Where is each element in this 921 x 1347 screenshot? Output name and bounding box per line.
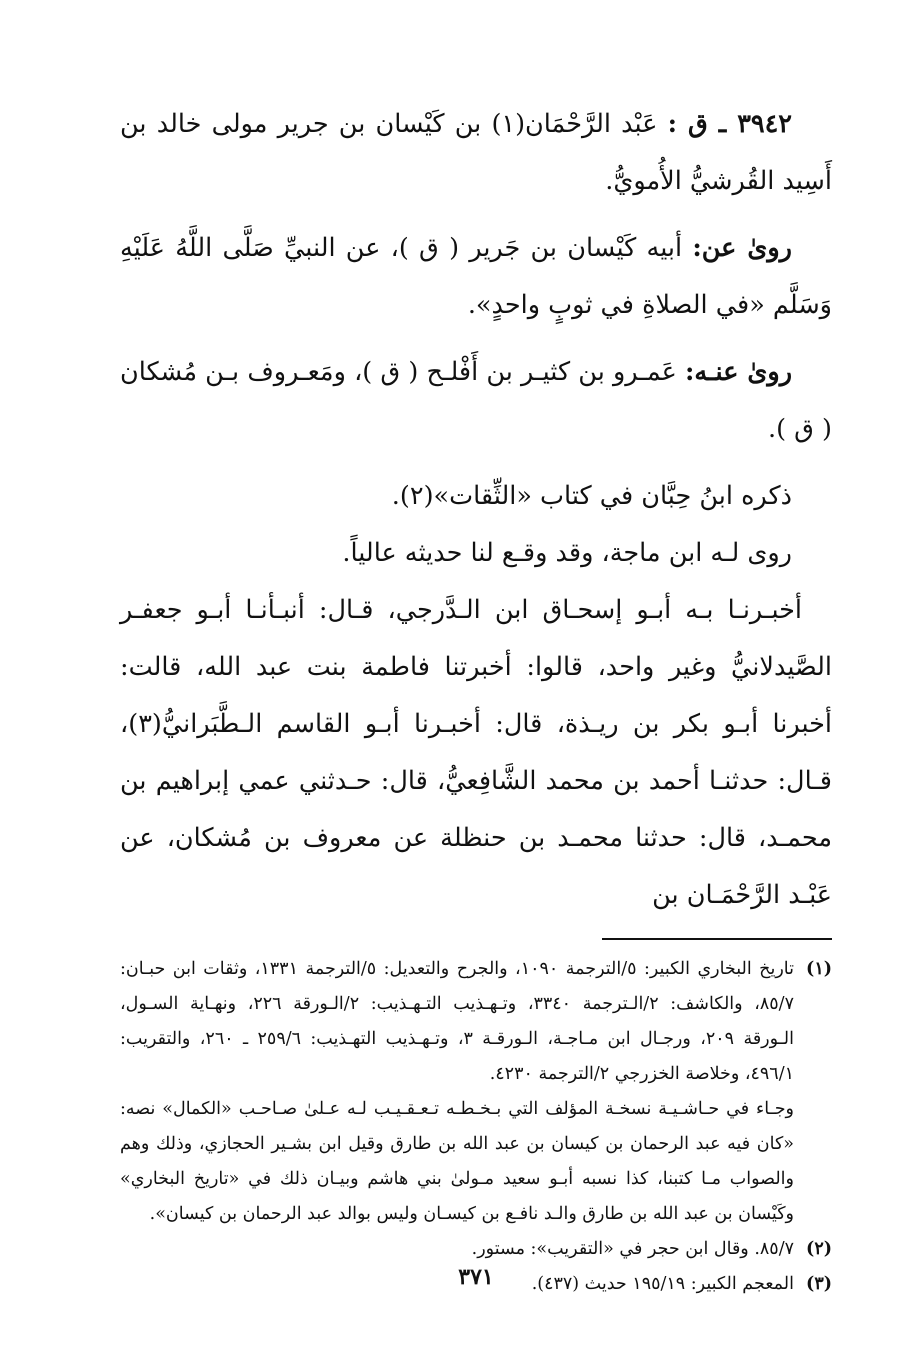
narrated-from-label: روىٰ عن: xyxy=(692,233,792,263)
book-page xyxy=(120,96,832,1316)
entry-header xyxy=(120,96,832,210)
footnote-number: (٣) xyxy=(806,1274,832,1294)
footnote-2 xyxy=(120,1232,832,1267)
entry-number: ٣٩٤٢ ـ ق : xyxy=(667,109,792,139)
narrated-by xyxy=(120,344,832,458)
footnote-text xyxy=(120,952,794,1232)
page-number: ٣٧١ xyxy=(458,1264,494,1290)
ibn-majah-note: روى لـه ابن ماجة، وقد وقـع لنا حديثه عالياً. xyxy=(342,538,792,568)
narrated-from-text: أبيه كَيْسان بن جَرير ( ق )، عن النبيِّ صَلَّى اللَّهُ عَلَيْهِ وَسَلَّم «في الصلاةِ في ثوبٍ واحدٍ». xyxy=(120,233,832,320)
entry-name: عَبْد الرَّحْمَان(١) بن كَيْسان بن جرير مولى خالد بن أَسِيد القُرشيُّ الأُمويُّ. xyxy=(120,109,832,196)
ibn-hibban-note: ذكره ابنُ حِبَّان في كتاب «الثِّقات»(٢). xyxy=(391,481,792,511)
footnote-paragraph: تاريخ البخاري الكبير: ٥/الترجمة ١٠٩٠، والجرح والتعديل: ٥/الترجمة ١٣٣١، وثقات ابن حبـان: ٨٥/٧، والكاشف: ٢/الـترجمة ٣٣٤٠، وتـهـذيب التـهـذيب: ٢/الـورقة ٢٢٦، ونهـاية السـول، الـورقة ٢٠٩، ورجـال ابن مـاجـة، الـورقـة ٣، وتـهـذيب التهـذيب: ٢٥٩/٦ ـ ٢٦٠، والتقريب: ٤٩٦/١، وخلاصة الخزرجي ٢/الترجمة ٤٢٣٠. xyxy=(120,959,794,1084)
footnote-paragraph: وجـاء في حـاشـيـة نسخـة المؤلف التي بـخـطـه تـعـقـيـب لـه عـلىٰ صـاحـب «الكمال» نصه: «كان فيه عبد الرحمان بن كيسان بن عبد الله بن طارق وقيل ابن بشـير الحجازي، وذلك وهم والصواب مـا كتبنا، كذا نسبه أبـو سعيد مـولىٰ بني هاشم وبيـان ذلك في «تاريخ البخاري» وكَيْسان بن عبد الله بن طارق والـد نافـع بن كيسـان وليس بوالد عبد الرحمان بن كيسان». xyxy=(120,1099,794,1224)
footnote-1 xyxy=(120,952,832,1232)
footnotes xyxy=(120,952,832,1302)
narrated-by-label: روىٰ عنـه: xyxy=(685,357,793,387)
footnote-divider xyxy=(602,938,832,940)
footnote-number: (١) xyxy=(806,959,832,979)
footnote-paragraph: المعجم الكبير: ١٩٥/١٩ حديث (٤٣٧). xyxy=(531,1274,794,1294)
isnad-paragraph: أخبـرنـا بـه أبـو إسحـاق ابن الـدَّرجي، قـال: أنبـأنـا أبـو جعفـر الصَّيدلانيُّ وغير واحد، قالوا: أخبرتنا فاطمة بنت عبد الله، قالت: أخبرنا أبـو بكر بن ريـذة، قال: أخبـرنا أبـو القاسم الـطَّبَرانيُّ(٣)، قـال: حدثنـا أحمد بن محمد الشَّافِعيُّ، قال: حـدثني عمي إبراهيم بن محمـد، قال: حدثنا محمـد بن حنظلة عن معروف بن مُشكان، عن عَبْـد الرَّحْمَـان بن xyxy=(120,595,832,910)
footnote-number: (٢) xyxy=(806,1239,832,1259)
footnote-text xyxy=(120,1232,794,1267)
narrated-from xyxy=(120,220,832,334)
footnote-paragraph: ٨٥/٧. وقال ابن حجر في «التقريب»: مستور. xyxy=(471,1239,794,1259)
narrated-by-text: عَمـرو بن كثيـر بن أَفْلـح ( ق )، ومَعـروف بـن مُشكان ( ق ). xyxy=(120,357,832,444)
